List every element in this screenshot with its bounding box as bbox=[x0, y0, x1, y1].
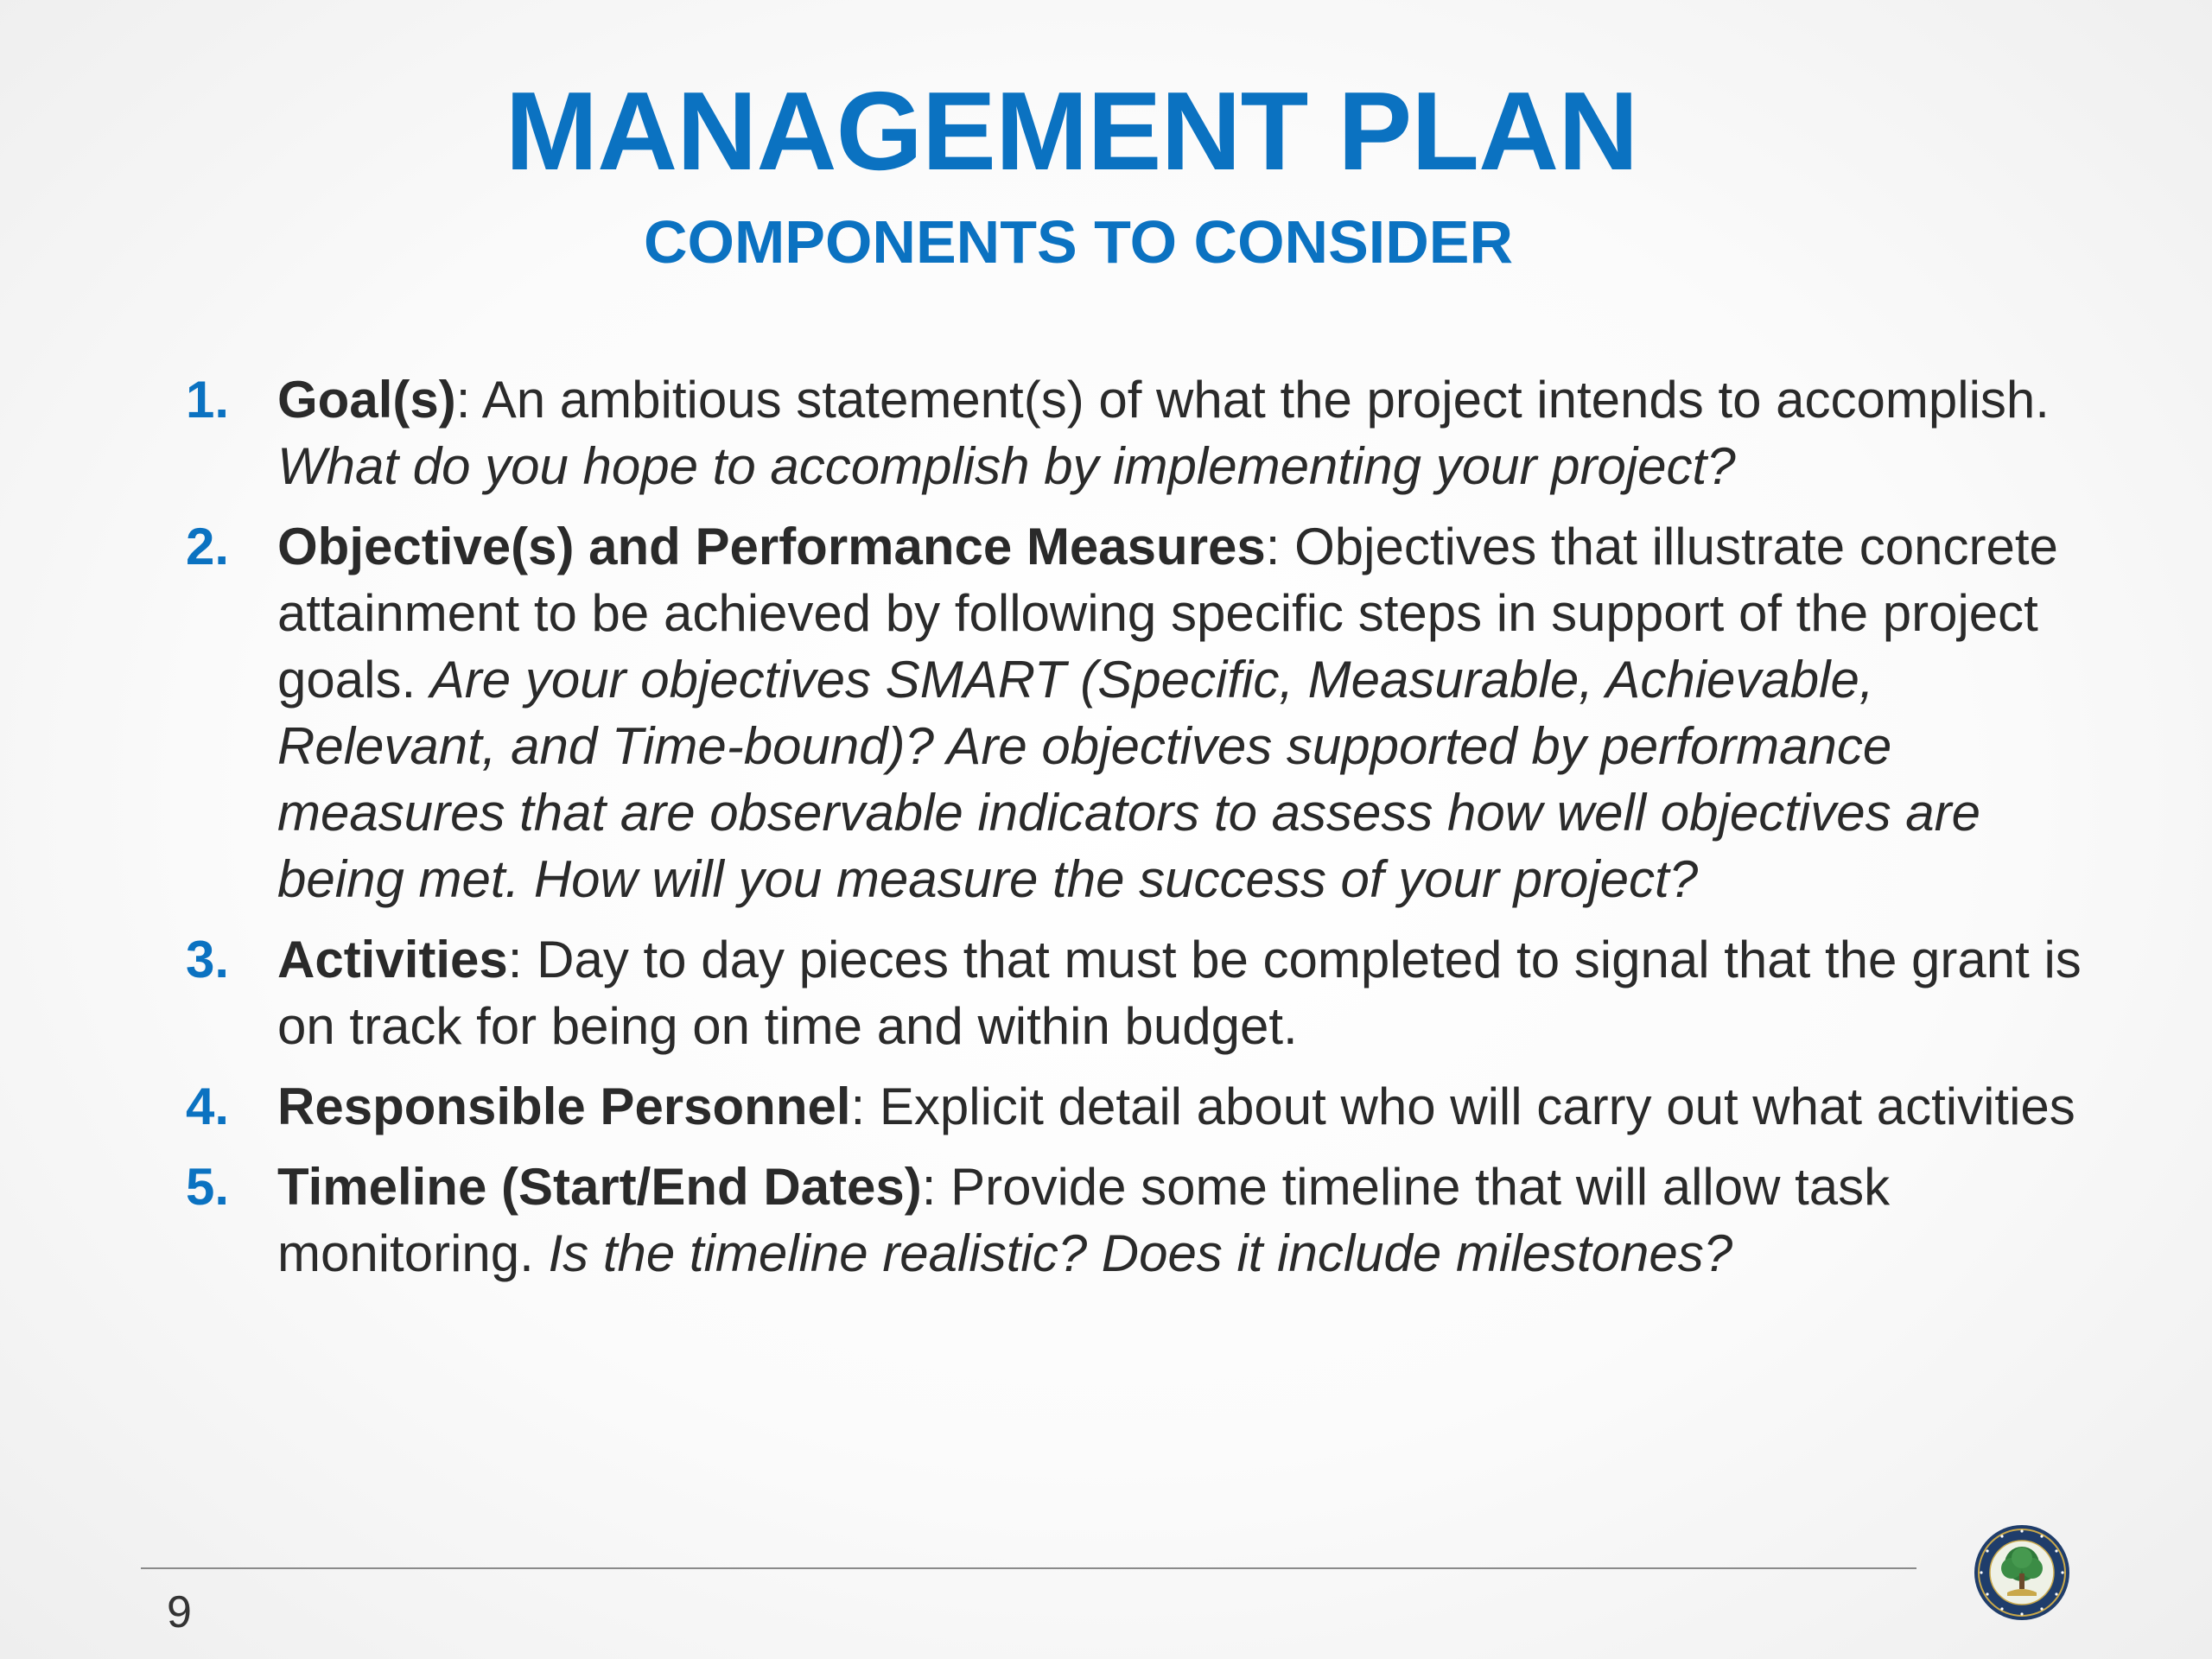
list-item-term: Responsible Personnel bbox=[277, 1077, 851, 1135]
slide-subtitle: COMPONENTS TO CONSIDER bbox=[643, 208, 1513, 276]
list-item-description: : An ambitious statement(s) of what the project intends to accomplish. bbox=[455, 371, 2050, 429]
list-item-term: Goal(s) bbox=[277, 371, 456, 429]
list-item-timeline bbox=[186, 1154, 2087, 1287]
slide-title: MANAGEMENT PLAN bbox=[505, 69, 1638, 194]
list-item-question: Are your objectives SMART (Specific, Measurable, Achievable, Relevant, and Time-bound)? Are objectives supported by performance measures that are observable indicators to assess how well objectives are being met. How will you measure the success of your project? bbox=[277, 651, 1980, 908]
list-item-term: Activities bbox=[277, 931, 508, 988]
list-item-question: What do you hope to accomplish by implementing your project? bbox=[277, 437, 1736, 495]
department-of-education-seal-icon bbox=[1973, 1523, 2071, 1622]
list-item-number: 5. bbox=[186, 1158, 230, 1216]
list-item-term: Objective(s) and Performance Measures bbox=[277, 518, 1266, 575]
list-item-description: : Day to day pieces that must be completed to signal that the grant is on track for being on time and within budget. bbox=[277, 931, 2082, 1055]
list-item-personnel bbox=[186, 1073, 2087, 1140]
list-item-number: 1. bbox=[186, 371, 230, 429]
list-item-number: 2. bbox=[186, 518, 230, 575]
list-item-description: : Provide some timeline that will allow task monitoring. bbox=[277, 1158, 1891, 1282]
list-item-activities bbox=[186, 926, 2087, 1059]
list-item-description: : Objectives that illustrate concrete attainment to be achieved by following specific steps in support of the project goals. bbox=[277, 518, 2058, 709]
page-number: 9 bbox=[167, 1587, 192, 1637]
list-item-goals bbox=[186, 366, 2087, 499]
components-list bbox=[186, 366, 2087, 1300]
list-item-description: : Explicit detail about who will carry out what activities bbox=[850, 1077, 2075, 1135]
footer-divider bbox=[141, 1567, 1916, 1569]
list-item-term: Timeline (Start/End Dates) bbox=[277, 1158, 922, 1216]
list-item-number: 4. bbox=[186, 1077, 230, 1135]
list-item-objectives bbox=[186, 513, 2087, 912]
list-item-number: 3. bbox=[186, 931, 230, 988]
list-item-question: Is the timeline realistic? Does it include milestones? bbox=[548, 1224, 1733, 1282]
